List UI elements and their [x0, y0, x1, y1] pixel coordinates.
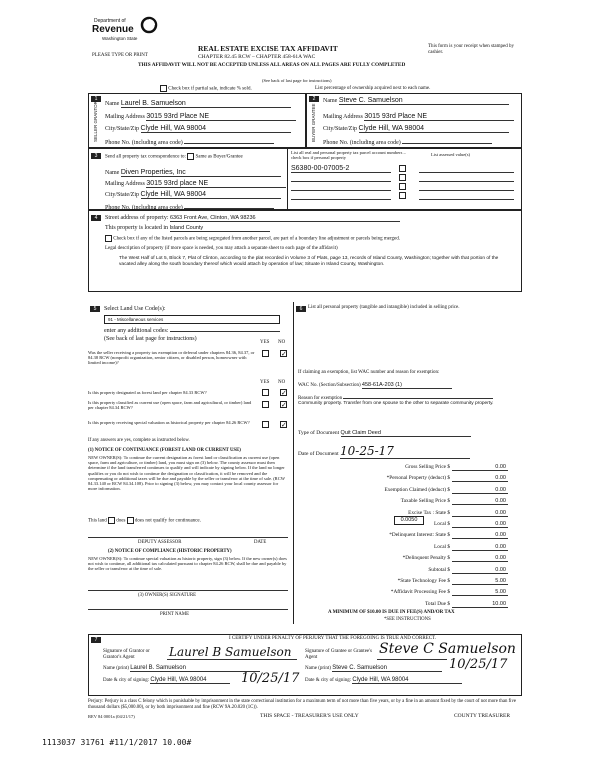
reason-row: [298, 394, 493, 401]
additional-codes-label: enter any additional codes:: [104, 328, 169, 334]
amount-line-9: [452, 573, 508, 574]
buyer-phone-label: Phone No. (including area code): [323, 140, 401, 146]
parcel-header: List all real and personal property tax parcel account numbers – check box if personal property: [291, 150, 406, 160]
grantor-name-label: Name (print): [103, 666, 129, 671]
section-3-divider: [287, 149, 288, 211]
personal-property-checkbox-2[interactable]: [399, 174, 406, 181]
grantee-name-row: [305, 665, 442, 672]
amount-value-4[interactable]: 0.00: [495, 509, 506, 516]
grantee-date[interactable]: 10/25/17: [449, 657, 508, 672]
personal-property-checkbox-3[interactable]: [399, 183, 406, 190]
grantor-date-label: Date & city of signing:: [103, 678, 150, 683]
grantor-name-row: [103, 665, 260, 672]
segregated-checkbox[interactable]: [105, 235, 112, 242]
same-as-buyer-label: Same as Buyer/Grantee: [195, 154, 243, 160]
buyer-address-label: Mailing Address: [323, 114, 363, 120]
street-row: [105, 215, 400, 222]
section-4-box: [88, 210, 522, 292]
print-name-label: PRINT NAME: [160, 612, 190, 617]
personal-property-list: List all personal property (tangible and intangible) included in selling price.: [308, 305, 460, 310]
if-yes-note: If any answers are yes, complete as instructed below.: [88, 438, 190, 443]
question-3: Is this property classified as current use (open space, farm and agricultural, or timber) land per chapter 84.34 RCW?: [88, 400, 252, 411]
recording-stamp: 1113037 31761 #11/1/2017 10.00#: [42, 738, 192, 747]
amount-line-3: [452, 504, 508, 505]
grantor-sig-line: [167, 659, 297, 660]
seller-side-label: SELLER GRANTOR: [93, 101, 98, 142]
reason-label: Reason for exemption: [298, 396, 343, 401]
buyer-phone-row: [323, 138, 492, 146]
buyer-city-row: [323, 125, 509, 133]
form-chapter: CHAPTER 82.45 RCW – CHAPTER 458-61A WAC: [198, 54, 316, 60]
assessed-line-2: [419, 181, 514, 182]
grantor-city-field[interactable]: Clyde Hill, WA 98004: [150, 677, 230, 684]
buyer-name-row: [323, 97, 509, 105]
section-2-number: 2: [309, 96, 319, 102]
grantee-sig-line: [377, 659, 447, 660]
amount-label-2: Exemption Claimed (deduct) $: [384, 486, 450, 493]
exemption-claim-label: If claiming an exemption, list WAC number and reason for exemption:: [298, 370, 440, 375]
segregated-row: [105, 235, 400, 242]
amount-value-5[interactable]: 0.00: [495, 521, 506, 527]
personal-property-checkbox-4[interactable]: [399, 192, 406, 199]
grantee-signature[interactable]: Steve C Samuelson: [379, 641, 516, 657]
section-4-number: 4: [91, 215, 101, 221]
see-instructions: *SEE INSTRUCTIONS: [384, 617, 431, 622]
historic-text: NEW OWNER(S): To continue special valuation as historic property, sign (3) below. If the new owner(s) does not wish to continue, all additional tax calculated pursuant to chapter 84.26 RCW, shall be due and payable by the seller or transferor at the time of sale.: [88, 556, 287, 572]
yes-header-1: YES: [260, 340, 270, 345]
buyer-phone-field[interactable]: [402, 138, 492, 144]
seller-name-label: Name: [105, 101, 120, 107]
section-1-number: 1: [91, 96, 101, 102]
legal-description: The West Half of Lot 5, Block 7, Plat of Clinton, according to the plat recorded in Volume 3 of Plats, page 13, records of Island County, Washington; together with that portion of the vacated alley along the south boundary thereof which would attach by operation of law; Situate in Island County, Washington.: [119, 256, 499, 267]
land-use-select[interactable]: [104, 315, 280, 324]
tax-city-row: [105, 191, 281, 199]
segregated-label: Check box if any of the listed parcels are being segregated from another parcel, are part of a boundary line adjustment or parcels being merged.: [113, 236, 400, 242]
continuance-title: (1) NOTICE OF CONTINUANCE (FOREST LAND OR CURRENT USE): [88, 448, 241, 453]
amount-value-12[interactable]: 10.00: [492, 600, 506, 607]
parcel-line-2: [291, 181, 391, 182]
amount-value-2[interactable]: 0.00: [495, 486, 506, 493]
amount-line-12: [452, 607, 508, 608]
legal-label: Legal description of property (if more space is needed, you may attach a separate sheet to each page of the affidavit): [105, 246, 338, 251]
revision-number: REV 84 0001a (04/21/17): [88, 714, 135, 719]
amount-label-10: *State Technology Fee $: [397, 578, 450, 584]
amount-value-7[interactable]: 0.00: [495, 543, 506, 550]
no-header-2: NO: [278, 380, 286, 385]
amount-value-6[interactable]: 0.00: [495, 532, 506, 539]
seller-phone-label: Phone No. (including area code): [105, 140, 183, 146]
same-as-buyer-checkbox[interactable]: [187, 153, 194, 160]
grantor-date[interactable]: 10/25/17: [241, 671, 300, 686]
located-row: [105, 225, 270, 232]
amount-label-11: *Affidavit Processing Fee $: [390, 589, 450, 596]
amount-line-8: [452, 561, 508, 562]
does-label: does: [116, 518, 126, 524]
this-land-label: This land: [88, 518, 107, 524]
qualify-row: [88, 517, 201, 524]
additional-codes-row: [104, 326, 280, 334]
owner-signature-line[interactable]: [88, 590, 288, 591]
grantor-date-row: [103, 677, 230, 684]
tax-name-label: Name: [105, 170, 120, 176]
q2-no-checkbox[interactable]: ✓: [281, 389, 287, 397]
buyer-name-label: Name: [323, 98, 338, 104]
no-header-1: NO: [278, 340, 286, 345]
doc-date-label: Date of Document: [298, 451, 339, 457]
dor-logo: [92, 12, 162, 50]
section-7-number: 7: [91, 637, 101, 643]
grantee-sig-label: Signature of Grantee or Grantee's Agent: [305, 649, 372, 660]
seller-box: [88, 93, 306, 148]
does-not-label: does not qualify for continuance.: [134, 518, 201, 524]
continuance-text: NEW OWNER(S): To continue the current designation as forest land or classification as current use (open space, farm and agriculture, or timber) land, you must sign on (3) below. The county assessor must then determine if the land transferred continues to qualify and will indicate by signing below. If the land no longer qualifies or you do not wish to continue the designation or classification, it will be removed and the compensating or additional taxes will be due and payable by the seller or transferor at the time of sale. (RCW 84.33.140 or RCW 84.34.108). Prior to signing (3) below, you may contact your local county assessor for more information.: [88, 455, 285, 492]
list-percentage-note: List percentage of ownership acquired next to each name.: [315, 86, 431, 91]
section-6-box: [294, 302, 522, 624]
buyer-city-field[interactable]: Clyde Hill, WA 98004: [359, 125, 509, 133]
doc-type-label: Type of Document: [298, 430, 340, 436]
parcel-line-3: [291, 190, 391, 191]
amount-line-11: [452, 595, 508, 596]
amount-line-6: [452, 538, 508, 539]
send-correspondence-label: Send all property tax correspondence to:: [105, 154, 186, 160]
buyer-address-field[interactable]: 3015 93rd Place NE: [364, 113, 514, 121]
amount-line-2: [452, 493, 508, 494]
buyer-city-label: City/State/Zip: [323, 126, 357, 132]
amount-line-7: [452, 550, 508, 551]
seller-city-label: City/State/Zip: [105, 126, 139, 132]
grantor-name-field[interactable]: Laurel B. Samuelson: [130, 665, 260, 672]
buyer-box: [306, 93, 522, 148]
perjury-notice: Perjury: Perjury is a class C felony which is punishable by imprisonment in the state correctional institution for a maximum term of not more than five years, or by a fine in an amount fixed by the court of not more than five thousand dollars ($5,000.00), or by both imprisonment and fine (RCW 9A.20.020 (1C)).: [88, 699, 517, 710]
amount-value-3[interactable]: 0.00: [495, 498, 506, 505]
tax-name-row: [105, 169, 281, 177]
grantee-name-field[interactable]: Steve C. Samuelson: [332, 665, 442, 672]
does-checkbox[interactable]: [108, 517, 115, 524]
tax-phone-field[interactable]: [184, 203, 274, 209]
treasurer-space: THIS SPACE - TREASURER'S USE ONLY: [260, 713, 359, 719]
logo-line-1: Department of: [94, 18, 126, 24]
tax-phone-label: Phone No. (including area code): [105, 205, 183, 211]
amount-line-1: [452, 481, 508, 482]
section-6-number: 6: [296, 306, 306, 312]
amount-label-8: *Delinquent Penalty $: [402, 555, 450, 562]
assessed-line-1: [419, 172, 514, 173]
amount-line-5: [452, 527, 508, 528]
owner-signature-label: (3) OWNER(S) SIGNATURE: [138, 593, 197, 598]
tax-rate-field[interactable]: 0.0050: [394, 516, 424, 525]
grantor-signature[interactable]: Laurel B Samuelson: [169, 645, 292, 659]
seller-address-label: Mailing Address: [105, 114, 145, 120]
amount-value-9[interactable]: 0.00: [495, 566, 506, 573]
personal-property-checkbox-1[interactable]: [399, 165, 406, 172]
q4-yes-checkbox[interactable]: [262, 421, 269, 428]
amount-value-0[interactable]: 0.00: [495, 464, 506, 470]
tax-address-row: [105, 180, 286, 188]
doc-type-row: [298, 430, 471, 437]
additional-codes-field[interactable]: [170, 326, 280, 332]
print-name-line[interactable]: [88, 609, 288, 610]
partial-sale-row: [160, 85, 252, 92]
assessed-header: List assessed value(s): [431, 152, 470, 157]
partial-sale-label: Check box if partial sale, indicate % sold.: [168, 86, 252, 92]
section-3-box: [88, 148, 522, 210]
amount-label-1: *Personal Property (deduct) $: [386, 475, 450, 482]
amount-line-4: [452, 516, 508, 517]
seller-city-row: [105, 125, 291, 133]
seller-phone-field[interactable]: [184, 138, 274, 144]
doc-type-field[interactable]: Quit Claim Deed: [341, 430, 471, 437]
amount-label-0: Gross Selling Price $: [405, 464, 450, 470]
grantor-sig-label: Signature of Grantor or Grantor's Agent: [103, 649, 150, 660]
wac-row: [298, 382, 452, 389]
amount-label-4: Excise Tax : State $: [408, 509, 450, 516]
amount-value-10[interactable]: 5.00: [495, 578, 506, 584]
receipt-note: This form is your receipt when stamped by cashier.: [428, 44, 514, 55]
reason-line: [343, 394, 493, 399]
logo-swirl-icon: [140, 16, 158, 34]
parcel-number[interactable]: S6380-00-07005-2: [291, 165, 350, 172]
county-field[interactable]: Island County: [170, 225, 270, 232]
certify-text: I CERTIFY UNDER PENALTY OF PERJURY THAT THE FOREGOING IS TRUE AND CORRECT.: [229, 636, 436, 641]
logo-line-3: Washington State: [102, 36, 138, 41]
tax-name-field[interactable]: Diven Properties, Inc: [121, 169, 281, 177]
reason-text[interactable]: Community property. Transfer from one spouse to the other to separate community property.: [298, 401, 494, 406]
q1-no-checkbox[interactable]: ✓: [281, 350, 287, 358]
tax-city-field[interactable]: Clyde Hill, WA 98004: [141, 191, 281, 199]
street-label: Street address of property:: [105, 215, 169, 221]
seller-city-field[interactable]: Clyde Hill, WA 98004: [141, 125, 291, 133]
section-3-number: 3: [91, 153, 101, 159]
buyer-name-field[interactable]: Steve C. Samuelson: [339, 97, 509, 105]
q1-yes-checkbox[interactable]: [262, 350, 269, 357]
tax-address-field[interactable]: 3015 93rd place NE: [146, 180, 286, 188]
q3-yes-checkbox[interactable]: [262, 401, 269, 408]
grantee-name-label: Name (print): [305, 666, 331, 671]
see-back-header: (See back of last page for instructions): [262, 78, 332, 83]
section-5-number: 5: [90, 306, 100, 312]
question-2: Is this property designated as forest land per chapter 84.33 RCW?: [88, 390, 207, 395]
yes-header-2: YES: [260, 380, 270, 385]
seller-address-row: [105, 113, 296, 121]
form-title: REAL ESTATE EXCISE TAX AFFIDAVIT: [198, 44, 338, 53]
deputy-date-label: DATE: [254, 540, 267, 545]
buyer-address-row: [323, 113, 514, 121]
land-use-value: 91 - Miscellaneous services: [108, 317, 164, 322]
deputy-line: [88, 537, 288, 538]
section-7-box: [88, 634, 522, 696]
amount-value-1[interactable]: 0.00: [495, 475, 506, 482]
amount-value-11[interactable]: 5.00: [495, 589, 506, 596]
send-correspondence-row: [105, 153, 243, 160]
parcel-line-4: [291, 199, 391, 200]
amount-label-7: Local $: [433, 543, 450, 550]
assessed-line-4: [419, 199, 514, 200]
assessed-line-3: [419, 190, 514, 191]
grantee-date-row: [305, 677, 462, 684]
tax-address-label: Mailing Address: [105, 181, 145, 187]
historic-title: (2) NOTICE OF COMPLIANCE (HISTORIC PROPERTY): [108, 549, 232, 554]
q2-yes-checkbox[interactable]: [262, 389, 269, 396]
grantee-city-field[interactable]: Clyde Hill, WA 98004: [352, 677, 462, 684]
section-5-box: [88, 302, 294, 624]
seller-name-field[interactable]: Laurel B. Samuelson: [121, 100, 291, 108]
street-field[interactable]: 6363 Front Ave, Clinton, WA 98236: [170, 215, 400, 222]
amount-line-10: [452, 584, 508, 585]
logo-line-2: Revenue: [92, 24, 134, 35]
amount-line-0: [452, 470, 508, 471]
tax-city-label: City/State/Zip: [105, 192, 139, 198]
doc-date-row: [298, 444, 470, 459]
type-or-print: PLEASE TYPE OR PRINT: [92, 53, 148, 58]
deputy-label: DEPUTY ASSESSOR: [138, 540, 182, 545]
q4-no-checkbox[interactable]: ✓: [281, 421, 287, 429]
seller-address-field[interactable]: 3015 93rd Place NE: [146, 113, 296, 121]
buyer-side-label: BUYER GRANTEE: [311, 103, 316, 142]
amount-label-3: Taxable Selling Price $: [400, 498, 450, 505]
doc-date-field[interactable]: 10-25-17: [340, 444, 470, 459]
located-label: This property is located in: [105, 225, 168, 231]
grantee-date-label: Date & city of signing:: [305, 678, 352, 683]
question-4: Is this property receiving special valuation as historical property per chapter 84.26 RCW?: [88, 420, 250, 425]
amount-label-12: Total Due $: [425, 600, 450, 607]
q3-no-checkbox[interactable]: ✓: [281, 401, 287, 409]
form-warning: THIS AFFIDAVIT WILL NOT BE ACCEPTED UNLESS ALL AREAS ON ALL PAGES ARE FULLY COMPLETED: [138, 62, 406, 68]
county-treasurer: COUNTY TREASURER: [454, 713, 511, 719]
amount-label-5: Local $: [433, 521, 450, 527]
amount-label-6: *Delinquent Interest: State $: [389, 532, 450, 539]
amount-value-8[interactable]: 0.00: [495, 555, 506, 562]
land-use-label: Select Land Use Code(s):: [104, 306, 166, 312]
wac-field[interactable]: 458-61A-203 (1): [362, 382, 452, 389]
seller-phone-row: [105, 138, 274, 146]
wac-label: WAC No. (Section/Subsection): [298, 383, 361, 388]
seller-name-row: [105, 100, 291, 108]
amount-label-9: Subtotal $: [428, 566, 450, 573]
does-not-checkbox[interactable]: [127, 517, 134, 524]
land-use-see-back: (See back of last page for instructions): [104, 336, 197, 342]
minimum-due: A MINIMUM OF $10.00 IS DUE IN FEE(S) AND/OR TAX: [328, 610, 455, 615]
question-1: Was the seller receiving a property tax exemption or deferral under chapters 84.36, 84.37, or 84.38 RCW (nonprofit organization, senior citizen, or disabled person, homeowner with limited income)?: [88, 350, 255, 366]
partial-sale-checkbox[interactable]: [160, 85, 167, 92]
parcel-line-1: [291, 172, 391, 173]
